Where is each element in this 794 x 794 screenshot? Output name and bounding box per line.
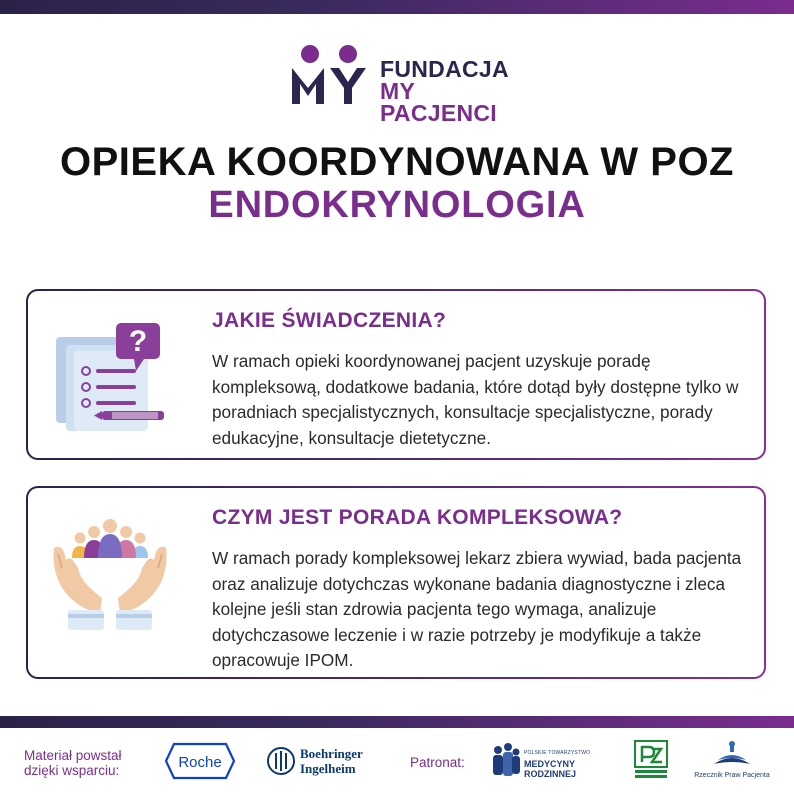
- card-heading-services: JAKIE ŚWIADCZENIA?: [212, 309, 447, 332]
- logo-line-fundacja: FUNDACJA: [380, 56, 509, 82]
- hands-people-icon: [50, 518, 170, 638]
- roche-logo-text: Roche: [178, 754, 222, 771]
- svg-text:?: ?: [128, 325, 148, 358]
- my-logo-icon: [290, 44, 370, 106]
- boehringer-line1: Boehringer: [300, 746, 363, 761]
- ptmr-logo: [490, 742, 610, 780]
- rpp-logo: [694, 740, 770, 782]
- support-label: [24, 748, 122, 778]
- card-body-complex-advice: W ramach porady kompleksowej lekarz zbiera wywiad, bada pacjenta oraz analizuje dotychczas wykonane badania diagnostyczne i zleca kolejne jeśli stan zdrowia pacjenta tego wymaga, analizuje dotychczasowe leczenie i w razie potrzeby je modyfikuje a także opracowuje IPOM.: [212, 548, 742, 670]
- roche-logo: [164, 742, 236, 780]
- top-gradient-bar: [0, 0, 794, 14]
- ptmr-big-text: MEDYCYNY RODZINNEJ: [524, 759, 577, 779]
- page-subtitle: ENDOKRYNOLOGIA: [208, 184, 586, 226]
- boehringer-logo: [266, 744, 366, 780]
- document-question-icon: [50, 315, 170, 435]
- boehringer-emblem-icon: [266, 744, 296, 778]
- rpp-text: Rzecznik Praw Pacjenta: [694, 772, 770, 779]
- ptmr-people-icon: [490, 742, 522, 778]
- support-label-line2: dzięki wsparciu:: [24, 763, 120, 778]
- boehringer-line2: Ingelheim: [300, 761, 356, 776]
- rpp-emblem-icon: [694, 740, 770, 772]
- patronage-label: Patronat:: [410, 755, 465, 770]
- info-card-services: [26, 289, 766, 460]
- card-body-services: W ramach opieki koordynowanej pacjent uzyskuje poradę kompleksową, dodatkowe badania, które dotąd były dostępne tylko w poradniach specjalistycznych, konsultacje specjalistyczne, porady edukacyjne, konsultacje dietetyczne.: [212, 351, 739, 448]
- bottom-gradient-bar: [0, 716, 794, 728]
- green-pz-logo: [634, 740, 668, 780]
- foundation-logo: [290, 44, 530, 126]
- support-label-line1: Materiał powstał: [24, 748, 122, 763]
- info-card-complex-advice: [26, 486, 766, 679]
- boehringer-logo-text: [300, 746, 363, 776]
- card-heading-complex-advice: CZYM JEST PORADA KOMPLEKSOWA?: [212, 506, 623, 529]
- logo-line-my-pacjenci: MY PACJENCI: [380, 78, 497, 126]
- logo-wordmark: [380, 58, 530, 124]
- ptmr-small-text: POLSKIE TOWARZYSTWO: [524, 750, 591, 756]
- page-title: OPIEKA KOORDYNOWANA W POZ: [60, 140, 734, 184]
